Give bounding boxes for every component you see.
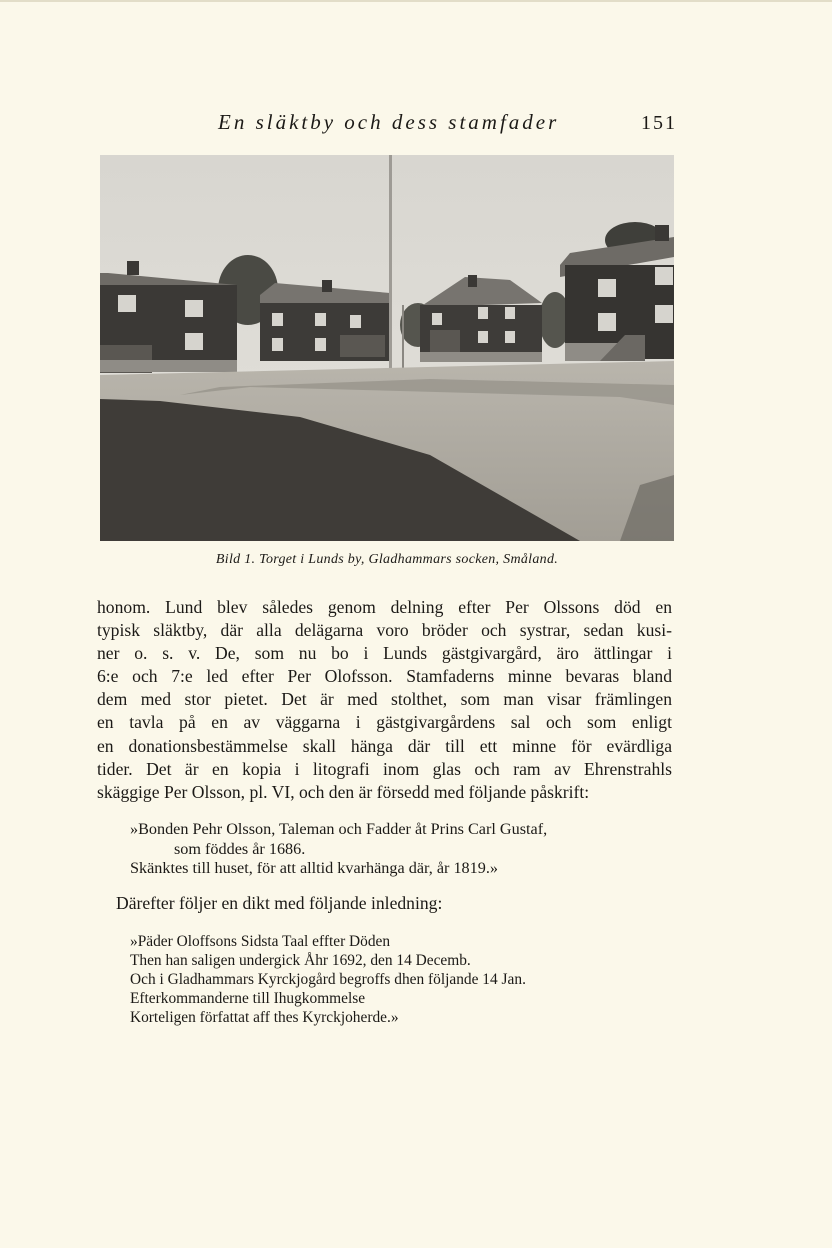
village-square-photograph bbox=[100, 155, 674, 541]
poem-heading-line: Efterkommanderne till Ihugkommelse bbox=[130, 990, 366, 1007]
inscription-line: som föddes år 1686. bbox=[174, 839, 306, 858]
inscription-quote bbox=[130, 820, 547, 879]
poem-intro-line: Därefter följer en dikt med följande inledning: bbox=[116, 893, 443, 913]
paragraph-line: ner o. s. v. De, som nu bo i Lunds gästgivargård, äro ättlingar i bbox=[97, 643, 672, 664]
paragraph-line: en donationsbestämmelse skall hänga där till ett minne för evärdliga bbox=[97, 735, 672, 756]
paragraph-line: 6:e och 7:e led efter Per Olofsson. Stamfaderns minne bevaras bland bbox=[97, 666, 672, 687]
figure-caption: Bild 1. Torget i Lunds by, Gladhammars socken, Småland. bbox=[215, 552, 559, 567]
inscription-line: »Bonden Pehr Olsson, Taleman och Fadder åt Prins Carl Gustaf, bbox=[130, 820, 548, 838]
page-number: 151 bbox=[641, 112, 677, 134]
photo-illustration bbox=[100, 155, 674, 541]
poem-heading-line: Then han saligen undergick Åhr 1692, den 14 Decemb. bbox=[130, 952, 471, 969]
poem-heading-line: »Päder Oloffsons Sidsta Taal effter Döden bbox=[130, 933, 391, 950]
paragraph-line: honom. Lund blev således genom delning efter Per Olssons död en bbox=[97, 597, 672, 617]
inscription-line: Skänktes till huset, för att alltid kvarhänga där, år 1819.» bbox=[130, 859, 498, 877]
paragraph-line: tider. Det är en kopia i litografi inom glas och ram av Ehrenstrahls bbox=[97, 758, 672, 779]
poem-heading-line: Och i Gladhammars Kyrckjogård begroffs dhen följande 14 Jan. bbox=[130, 971, 526, 988]
poem-heading-quote bbox=[130, 932, 526, 1027]
page-edge bbox=[0, 0, 832, 2]
poem-heading-line: Korteligen författat aff thes Kyrckjoherde.» bbox=[130, 1009, 399, 1026]
running-header-title: En släktby och dess stamfader bbox=[218, 110, 560, 134]
paragraph-line: en tavla på en av väggarna i gästgivargårdens sal och som enligt bbox=[97, 712, 672, 733]
paragraph-line: dem med stor pietet. Det är med stolthet, som man visar främlingen bbox=[97, 689, 672, 710]
body-paragraph bbox=[97, 596, 672, 804]
paragraph-line: skäggige Per Olsson, pl. VI, och den är försedd med följande påskrift: bbox=[97, 781, 590, 802]
paragraph-line: typisk släktby, där alla delägarna voro bröder och systrar, sedan kusi- bbox=[97, 620, 672, 641]
